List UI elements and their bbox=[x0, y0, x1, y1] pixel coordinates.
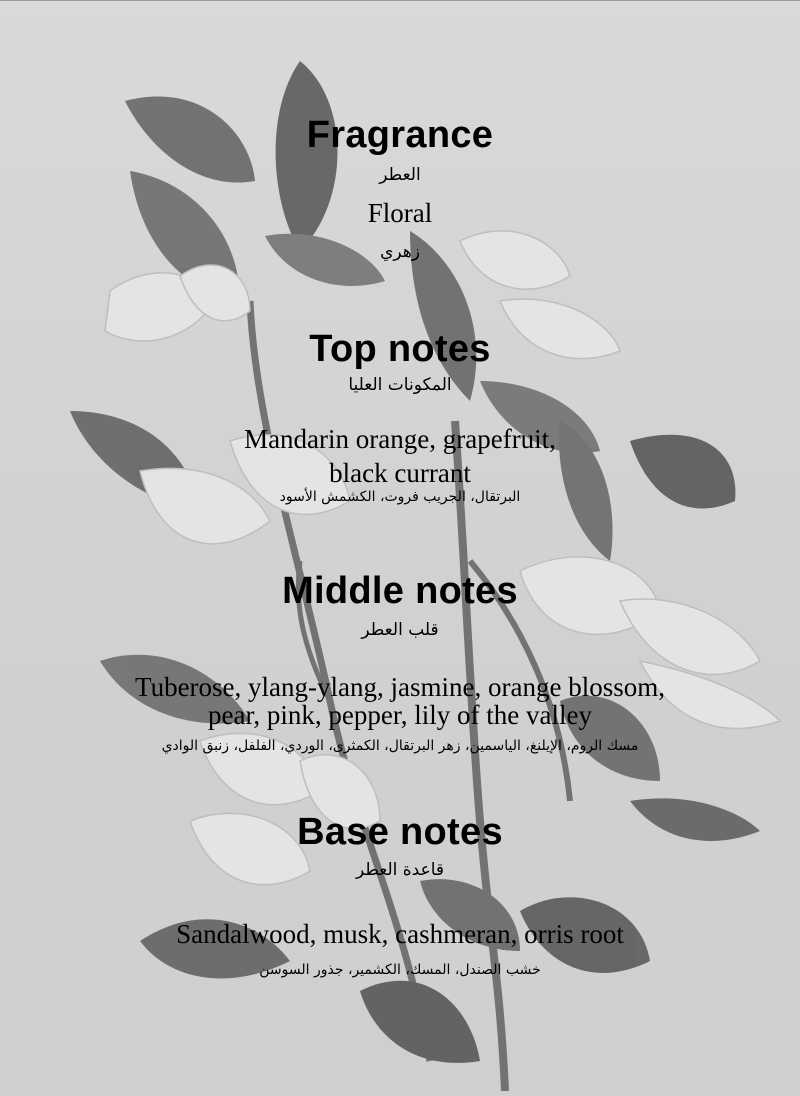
middle-notes-heading: Middle notes bbox=[282, 570, 518, 612]
middle-notes-line-1: Tuberose, ylang-ylang, jasmine, orange blossom, bbox=[135, 672, 665, 702]
middle-notes-heading-ar: قلب العطر bbox=[361, 620, 439, 640]
base-notes-ar: خشب الصندل، المسك، الكشمير، جذور السوسن bbox=[259, 962, 541, 978]
notes-content bbox=[0, 1, 800, 1096]
fragrance-heading-ar: العطر bbox=[379, 165, 421, 185]
top-notes-line-1: Mandarin orange, grapefruit, bbox=[244, 424, 556, 454]
middle-notes-ar: مسك الروم، الإيلنغ، الياسمين، زهر البرتقال، الكمثرى، الوردي، الفلفل، زنبق الوادي bbox=[161, 738, 639, 754]
base-notes-line-1: Sandalwood, musk, cashmeran, orris root bbox=[176, 919, 624, 949]
top-notes-line-2: black currant bbox=[329, 458, 471, 488]
base-notes-heading: Base notes bbox=[297, 811, 503, 853]
middle-notes-line-2: pear, pink, pepper, lily of the valley bbox=[208, 700, 592, 730]
top-notes-heading: Top notes bbox=[309, 328, 491, 370]
base-notes-heading-ar: قاعدة العطر bbox=[355, 860, 445, 880]
fragrance-heading: Fragrance bbox=[306, 114, 494, 156]
fragrance-family-ar: زهري bbox=[380, 242, 420, 262]
fragrance-family: Floral bbox=[367, 198, 433, 228]
top-notes-ar: البرتقال، الجريب فروت، الكشمش الأسود bbox=[279, 489, 521, 505]
top-notes-heading-ar: المكونات العليا bbox=[348, 375, 452, 395]
